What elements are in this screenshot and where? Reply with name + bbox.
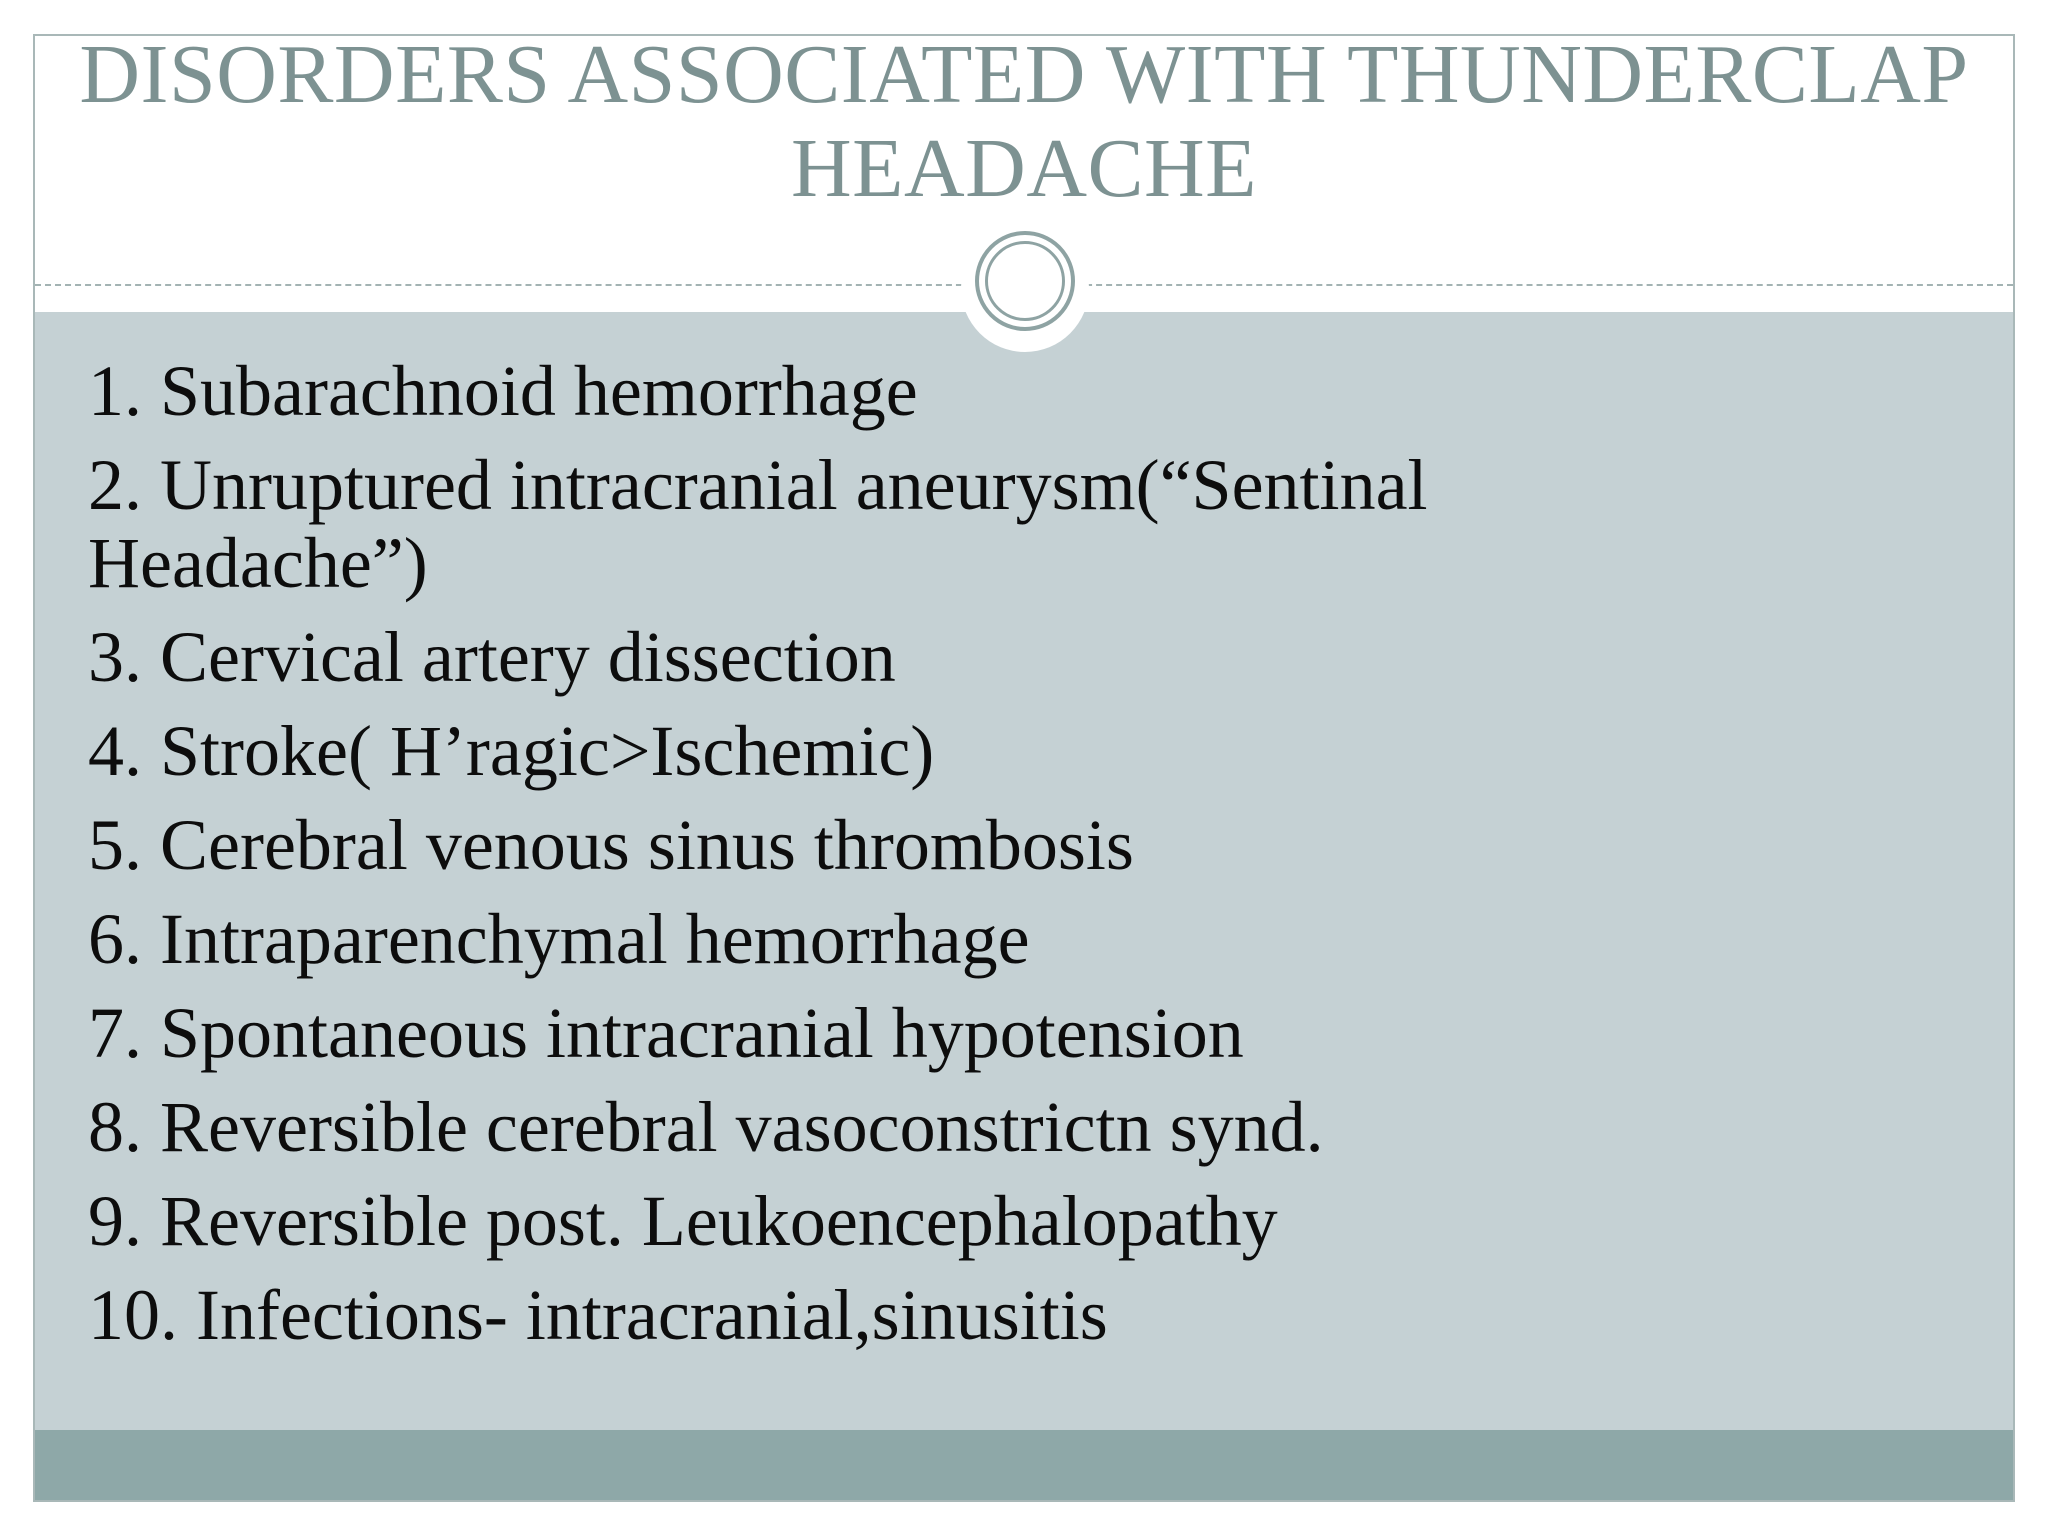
circle-ornament-inner-ring (985, 241, 1065, 321)
title-line-1: DISORDERS ASSOCIATED WITH THUNDERCLAP (79, 28, 1969, 121)
list-item: 2. Unruptured intracranial aneurysm(“Sentinal Headache”) (88, 445, 1428, 603)
list-item: 5. Cerebral venous sinus thrombosis (88, 805, 1134, 885)
footer-bar (35, 1430, 2013, 1500)
title-line-2: HEADACHE (791, 122, 1257, 215)
list-item: 4. Stroke( H’ragic>Ischemic) (88, 711, 935, 791)
list-item: 8. Reversible cerebral vasoconstrictn synd. (88, 1087, 1324, 1167)
slide-title (33, 28, 2015, 216)
list-item: 3. Cervical artery dissection (88, 617, 896, 697)
list-item: 7. Spontaneous intracranial hypotension (88, 993, 1244, 1073)
disorder-list (88, 352, 1948, 1370)
list-item: 9. Reversible post. Leukoencephalopathy (88, 1181, 1278, 1261)
list-item: 10. Infections- intracranial,sinusitis (88, 1275, 1108, 1355)
list-item: 1. Subarachnoid hemorrhage (88, 351, 918, 431)
list-item: 6. Intraparenchymal hemorrhage (88, 899, 1030, 979)
